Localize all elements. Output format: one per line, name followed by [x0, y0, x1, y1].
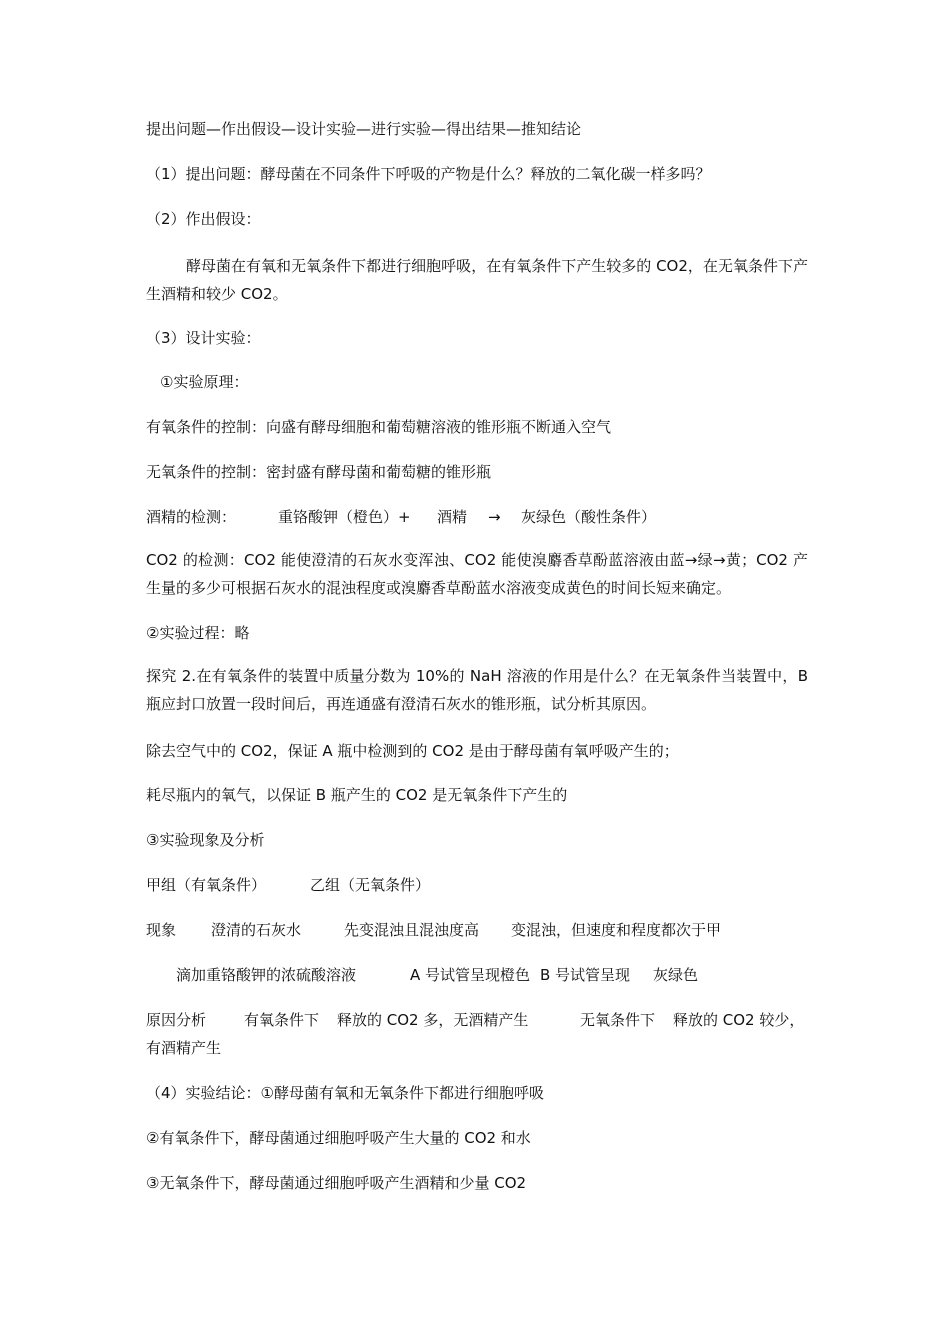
dichromate-group-b: B 号试管呈现 — [540, 966, 631, 984]
phenomena-heading: ③实验现象及分析 — [146, 831, 265, 849]
alcohol-reagent: 重铬酸钾（橙色）+ — [278, 508, 411, 526]
answer-1: 除去空气中的 CO2，保证 A 瓶中检测到的 CO2 是由于酵母菌有氧呼吸产生的； — [146, 742, 679, 760]
dichromate-group-b-color: 灰绿色 — [653, 966, 699, 984]
question-1: （1）提出问题：酵母菌在不同条件下呼吸的产物是什么？释放的二氧化碳一样多吗？ — [146, 165, 711, 183]
co2-detection: CO2 的检测：CO2 能使澄清的石灰水变浑浊、CO2 能使溴麝香草酚蓝溶液由蓝→绿→黄；CO2 产生量的多少可根据石灰水的混浊程度或溴麝香草酚蓝水溶液变成黄色的时间长短来确定。 — [146, 551, 808, 597]
aerobic-control: 有氧条件的控制：向盛有酵母细胞和葡萄糖溶液的锥形瓶不断通入空气 — [146, 418, 612, 436]
group-b-header: 乙组（无氧条件） — [310, 876, 431, 894]
cause-b-condition: 无氧条件下 — [580, 1011, 656, 1029]
explore-2: 探究 2.在有氧条件的装置中质量分数为 10%的 NaH 溶液的作用是什么？在无氧条件当装置中，B 瓶应封口放置一段时间后，再连通盛有澄清石灰水的锥形瓶，试分析其原因。 — [146, 667, 808, 713]
answer-2: 耗尽瓶内的氧气，以保证 B 瓶产生的 CO2 是无氧条件下产生的 — [146, 786, 568, 804]
hypothesis-text: 酵母菌在有氧和无氧条件下都进行细胞呼吸，在有氧条件下产生较多的 CO2，在无氧条件下产生酒精和较少 CO2。 — [146, 257, 808, 303]
cause-label: 原因分析 — [146, 1011, 207, 1029]
phenomenon-item: 澄清的石灰水 — [211, 921, 302, 939]
principle-heading: ①实验原理： — [160, 373, 249, 391]
group-a-header: 甲组（有氧条件） — [146, 876, 267, 894]
cause-a-condition: 有氧条件下 — [244, 1011, 320, 1029]
alcohol-word: 酒精 — [437, 508, 468, 526]
hypothesis-heading: （2）作出假设： — [146, 210, 261, 228]
process-line: ②实验过程：略 — [146, 624, 250, 642]
conclusion-1: （4）实验结论：①酵母菌有氧和无氧条件下都进行细胞呼吸 — [146, 1084, 544, 1102]
alcohol-detection-label: 酒精的检测： — [146, 508, 237, 526]
reaction-arrow: → — [488, 508, 501, 526]
conclusion-2: ②有氧条件下，酵母菌通过细胞呼吸产生大量的 CO2 和水 — [146, 1129, 531, 1147]
alcohol-result: 灰绿色（酸性条件） — [521, 508, 657, 526]
dichromate-group-a: A 号试管呈现橙色 — [410, 966, 531, 984]
conclusion-3: ③无氧条件下，酵母菌通过细胞呼吸产生酒精和少量 CO2 — [146, 1174, 527, 1192]
dichromate-item: 滴加重铬酸钾的浓硫酸溶液 — [176, 966, 357, 984]
phenomenon-group-b: 变混浊，但速度和程度都次于甲 — [511, 921, 722, 939]
cause-a-text: 释放的 CO2 多，无酒精产生 — [337, 1011, 529, 1029]
steps-line: 提出问题—作出假设—设计实验—进行实验—得出结果—推知结论 — [146, 120, 582, 138]
design-heading: （3）设计实验： — [146, 329, 261, 347]
cause-b-text: 释放的 CO2 较少， — [673, 1011, 805, 1029]
anaerobic-control: 无氧条件的控制：密封盛有酵母菌和葡萄糖的锥形瓶 — [146, 463, 492, 481]
cause-b-text-cont: 有酒精产生 — [146, 1039, 222, 1057]
phenomenon-label: 现象 — [146, 921, 177, 939]
phenomenon-group-a: 先变混浊且混浊度高 — [344, 921, 480, 939]
